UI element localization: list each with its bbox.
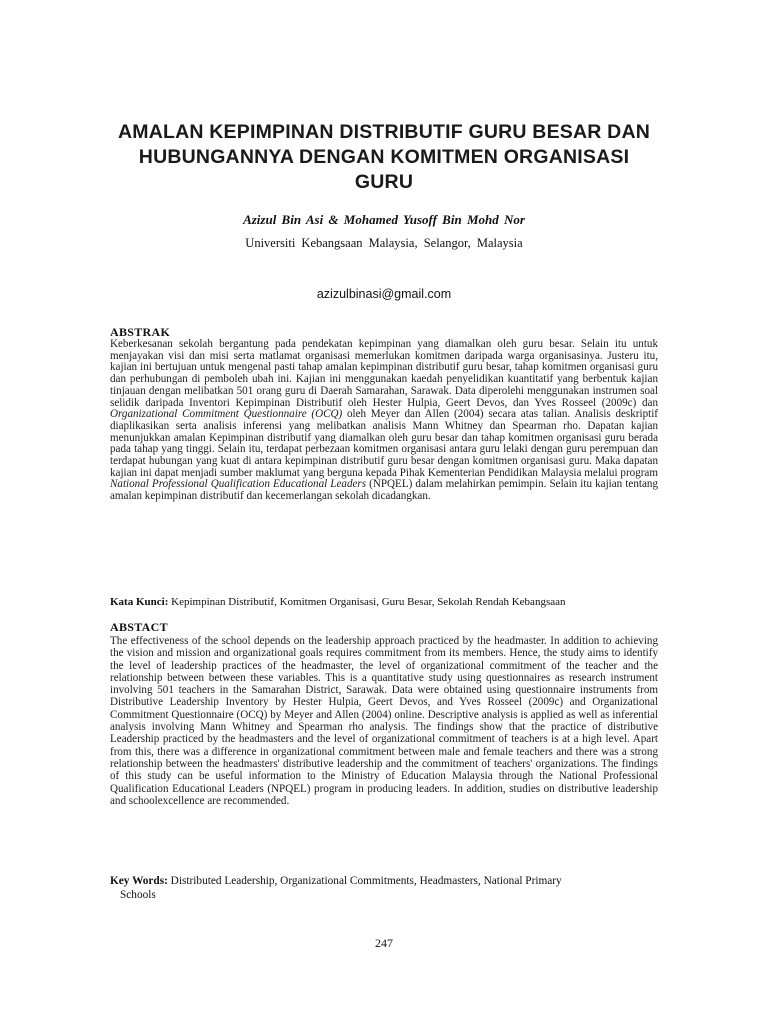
author-affiliation: Universiti Kebangsaan Malaysia, Selangor, Malaysia <box>245 236 523 250</box>
key-words-label: Key Words: <box>110 875 168 887</box>
abstrak-italic-ocq: Organizational Commitment Questionnaire (OCQ) <box>110 408 343 421</box>
key-words-line <box>110 874 658 902</box>
kata-kunci-label: Kata Kunci: <box>110 596 169 608</box>
abstrak-text-part-2: oleh Meyer dan Allen (2004) secara atas talian. Analisis deskriptif diaplikasikan serta analisis inferensi yang melibatkan analisis Mann Whitney dan Spearman rho. Dapatan kajian menunjukkan amalan Kepimpinan distributif yang diamalkan oleh guru besar dan tahap komitmen organisasi guru berada pada tahap yang tinggi. Selain itu, terdapat perbezaan komitmen organisasi antara guru lelaki dengan guru perempuan dan terdapat hubungan yang kuat di antara kepimpinan distributif guru besar dengan komitmen organisasi guru. Maka dapatan kajian ini dapat menjadi sumber maklumat yang berguna kepada Pihak Kementerian Pendidikan Malaysia melalui program <box>110 408 658 479</box>
abstrak-paragraph <box>110 339 658 503</box>
paper-title: AMALAN KEPIMPINAN DISTRIBUTIF GURU BESAR DAN HUBUNGANNYA DENGAN KOMITMEN ORGANISASI GURU <box>117 121 651 193</box>
kata-kunci-line <box>110 595 658 609</box>
abstrak-italic-npqel: National Professional Qualification Educational Leaders <box>110 478 367 491</box>
abstact-paragraph: The effectiveness of the school depends on the leadership approach practiced by the headmaster. In addition to achieving the vision and mission and organizational goals requires commitment from its members. Hence, the study aims to identify the level of leadership practices of the headmaster, the level of organizational commitment of the teacher and the relationship between between these variables. This is a quantitative study using questionnaires as research instrument involving 501 teachers in the Samarahan District, Sarawak. Data were obtained using questionnaire instruments from Distributive Leadership Inventory by Hester Hulpia, Geert Devos, and Yves Rosseel (2009c) and Organizational Commitment Questionnaire (OCQ) by Meyer and Allen (2004) online. Descriptive analysis is applied as well as inferential analysis involving Mann Whitney and Spearman rho analysis. The findings show that the practice of distributive Leadership practiced by the headmasters and the level of organizational commitment of teachers is at a high level. Apart from this, there was a difference in organizational commitment between male and female teachers and there was a strong relationship between the headmasters' distributive leadership and the commitment of teachers' organizations. The findings of this study can be useful information to the Ministry of Education Malaysia through the National Professional Qualification Educational Leaders (NPQEL) program in producing leaders. In addition, studies on distributive leadership and schoolexcellence are recommended. <box>110 635 658 807</box>
page-number: 247 <box>375 936 393 950</box>
key-words-text: Distributed Leadership, Organizational Commitments, Headmasters, National Primary <box>167 875 562 887</box>
abstrak-heading: ABSTRAK <box>110 325 171 339</box>
author-email: azizulbinasi@gmail.com <box>316 287 452 301</box>
kata-kunci-text: Kepimpinan Distributif, Komitmen Organisasi, Guru Besar, Sekolah Rendah Kebangsaan <box>168 596 566 608</box>
abstrak-text-part-3: (NPQEL) dalam melahirkan pemimpin. Selain itu kajian tentang amalan kepimpinan distributif dan kecemerlangan sekolah dicadangkan. <box>110 478 658 503</box>
author-names: Azizul Bin Asi & Mohamed Yusoff Bin Mohd Nor <box>243 212 525 227</box>
key-words-continuation: Schools <box>120 889 156 901</box>
abstrak-text-part-1: Keberkesanan sekolah bergantung pada pendekatan kepimpinan yang diamalkan oleh guru besar. Selain itu untuk menjayakan visi dan misi serta matlamat organisasi memerlukan komitmen daripada warga organisasinya. Justeru itu, kajian ini bertujuan untuk mengenal pasti tahap amalan kepimpinan distributif guru besar, tahap komitmen organisasi guru dan perhubungan di pemboleh ubah ini. Kajian ini menggunakan kaedah penyelidikan kuantitatif yang berbentuk kajian tinjauan dengan melibatkan 501 orang guru di Daerah Samarahan, Sarawak. Data diperolehi menggunakan instrumen soal selidik daripada Inventori Kepimpinan Distributif oleh Hester Hulpia, Geert Devos, dan Yves Rosseel (2009c) dan <box>110 338 658 409</box>
abstact-heading: ABSTACT <box>110 620 168 634</box>
